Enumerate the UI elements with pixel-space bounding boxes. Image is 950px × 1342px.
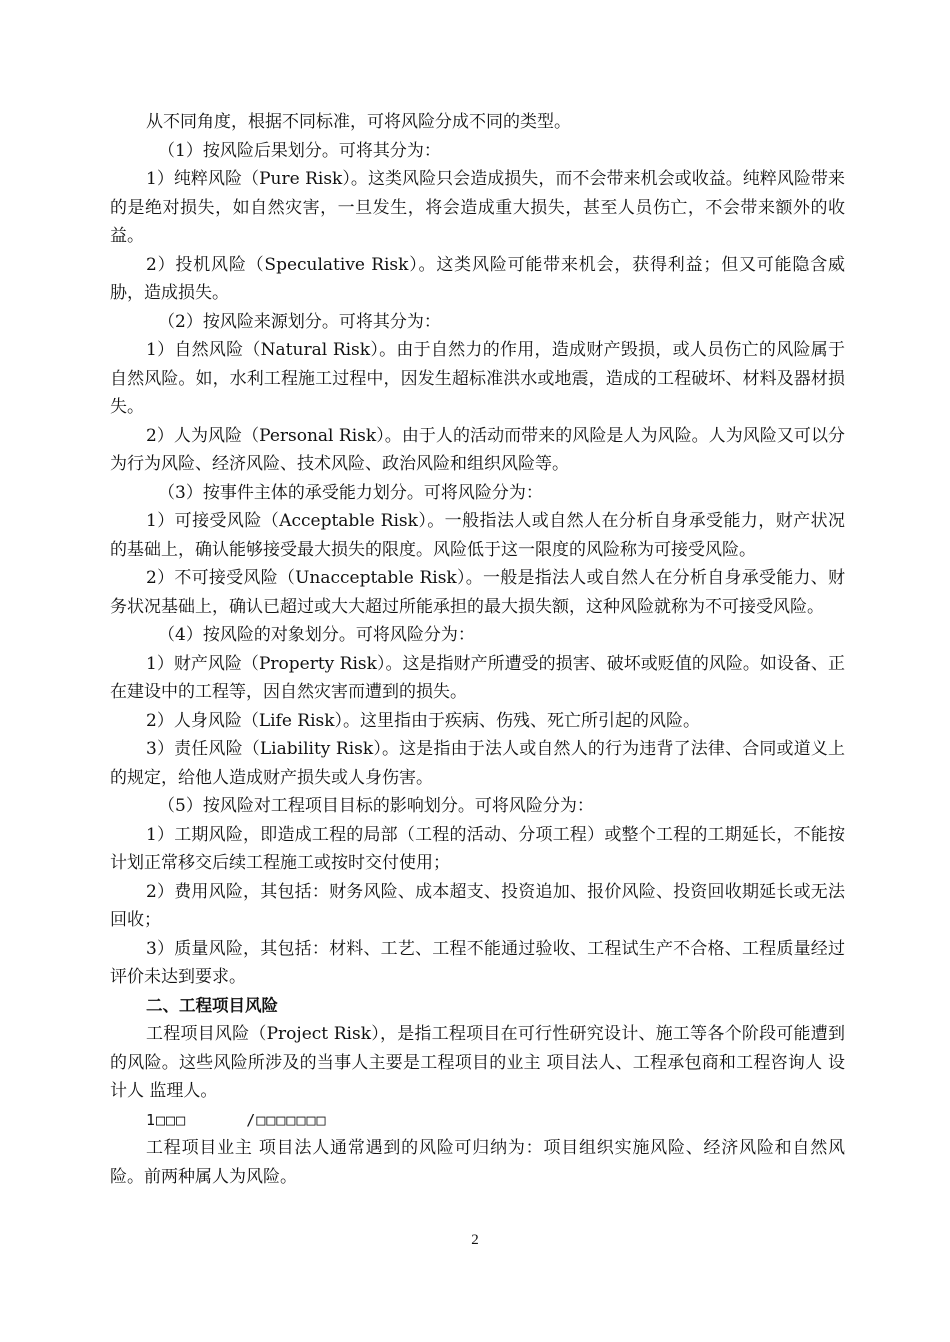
paragraph: 1□□□ /□□□□□□□ (146, 1110, 327, 1129)
paragraph: （1）按风险后果划分。可将其分为： (158, 140, 441, 161)
paragraph: 从不同角度，根据不同标准，可将风险分成不同的类型。 (146, 112, 571, 132)
document-body (110, 108, 845, 1191)
paragraph: 工程项目风险（Project Risk），是指工程项目在可行性研究设计、施工等各个阶段可能遭到的风险。这些风险所涉及的当事人主要是工程项目的业主 项目法人、工程承包商和工程咨询人 设计人 监理人。 (110, 1024, 845, 1101)
section-heading: 二、工程项目风险 (146, 995, 278, 1015)
paragraph: 工程项目业主 项目法人通常遇到的风险可归纳为：项目组织实施风险、经济风险和自然风险。前两种属人为风险。 (110, 1138, 845, 1187)
paragraph: 3）质量风险，其包括：材料、工艺、工程不能通过验收、工程试生产不合格、工程质量经过评价未达到要求。 (110, 938, 845, 987)
paragraph: 3）责任风险（Liability Risk）。这是指由于法人或自然人的行为违背了法律、合同或道义上的规定，给他人造成财产损失或人身伤害。 (110, 739, 845, 788)
paragraph: 2）投机风险（Speculative Risk）。这类风险可能带来机会，获得利益；但又可能隐含威胁，造成损失。 (110, 254, 845, 303)
paragraph: 2）人为风险（Personal Risk）。由于人的活动而带来的风险是人为风险。人为风险又可以分为行为风险、经济风险、技术风险、政治风险和组织风险等。 (110, 425, 845, 474)
paragraph: 2）不可接受风险（Unacceptable Risk）。一般是指法人或自然人在分析自身承受能力、财务状况基础上，确认已超过或大大超过所能承担的最大损失额，这种风险就称为不可接受风险。 (110, 568, 845, 617)
paragraph: 1）自然风险（Natural Risk）。由于自然力的作用，造成财产毁损，或人员伤亡的风险属于自然风险。如，水利工程施工过程中，因发生超标准洪水或地震，造成的工程破坏、材料及器材损失。 (110, 340, 845, 417)
paragraph: 1）可接受风险（Acceptable Risk）。一般指法人或自然人在分析自身承受能力，财产状况的基础上，确认能够接受最大损失的限度。风险低于这一限度的风险称为可接受风险。 (110, 511, 845, 560)
page-number: 2 (471, 1232, 479, 1248)
paragraph: 1）工期风险，即造成工程的局部（工程的活动、分项工程）或整个工程的工期延长，不能按计划正常移交后续工程施工或按时交付使用； (110, 824, 845, 873)
paragraph: （5）按风险对工程项目目标的影响划分。可将风险分为： (158, 796, 594, 816)
paragraph: 1）纯粹风险（Pure Risk）。这类风险只会造成损失，而不会带来机会或收益。纯粹风险带来的是绝对损失，如自然灾害，一旦发生，将会造成重大损失，甚至人员伤亡，不会带来额外的收益。 (110, 169, 845, 246)
paragraph: （3）按事件主体的承受能力划分。可将风险分为： (158, 482, 543, 503)
paragraph: （2）按风险来源划分。可将其分为： (158, 311, 441, 332)
paragraph: 1）财产风险（Property Risk）。这是指财产所遭受的损害、破坏或贬值的风险。如设备、正在建设中的工程等，因自然灾害而遭到的损失。 (110, 653, 845, 702)
paragraph: 2）人身风险（Life Risk）。这里指由于疾病、伤残、死亡所引起的风险。 (146, 710, 701, 731)
paragraph: （4）按风险的对象划分。可将风险分为： (158, 625, 475, 645)
paragraph: 2）费用风险，其包括：财务风险、成本超支、投资追加、报价风险、投资回收期延长或无法回收； (110, 881, 845, 930)
